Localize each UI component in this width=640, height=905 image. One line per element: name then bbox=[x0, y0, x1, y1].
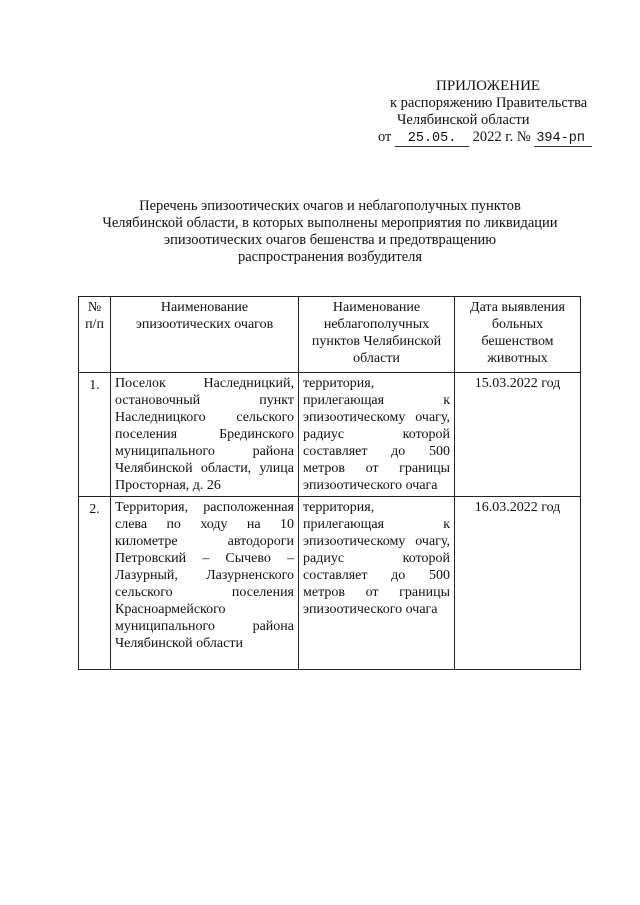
order-number: 394-рп bbox=[534, 131, 592, 147]
heading-line: эпизоотических очагов бешенства и предотвращению bbox=[163, 232, 497, 248]
table-row bbox=[79, 497, 581, 670]
appendix-title: ПРИЛОЖЕНИЕ bbox=[436, 78, 541, 94]
appendix-block bbox=[378, 78, 618, 147]
row-number: 1. bbox=[79, 373, 111, 497]
header-points: Наименование неблагополучных пунктов Челябинской области bbox=[299, 297, 455, 373]
header-date: Дата выявления больных бешенством животных bbox=[455, 297, 581, 373]
row-point: территория, прилегающая к эпизоотическому очагу, радиус которой составляет до 500 метров от границы эпизоотического очага bbox=[299, 373, 455, 497]
row-point: территория, прилегающая к эпизоотическому очагу, радиус которой составляет до 500 метров от границы эпизоотического очага bbox=[299, 497, 455, 670]
header-foci: Наименование эпизоотических очагов bbox=[111, 297, 299, 373]
appendix-date-number-line bbox=[378, 129, 618, 147]
row-date: 16.03.2022 год bbox=[455, 497, 581, 670]
row-number: 2. bbox=[79, 497, 111, 670]
order-date: 25.05. bbox=[395, 131, 469, 147]
foci-table bbox=[78, 296, 581, 670]
table-header-row bbox=[79, 297, 581, 373]
appendix-region-line: Челябинской области bbox=[397, 112, 530, 128]
year-label: 2022 г. № bbox=[472, 129, 531, 145]
from-label: от bbox=[378, 129, 392, 145]
row-date: 15.03.2022 год bbox=[455, 373, 581, 497]
heading-line: Челябинской области, в которых выполнены мероприятия по ликвидации bbox=[102, 215, 558, 231]
row-focus: Поселок Наследницкий, остановочный пункт Наследницкого сельского поселения Брединского муниципального района Челябинской области, улица Просторная, д. 26 bbox=[111, 373, 299, 497]
table-row bbox=[79, 373, 581, 497]
heading-line: распространения возбудителя bbox=[237, 249, 423, 265]
row-focus: Территория, расположенная слева по ходу на 10 километре автодороги Петровский – Сычево – Лазурный, Лазурненского сельского поселения Красноармейского муниципального района Челябинской области bbox=[111, 497, 299, 670]
document-heading bbox=[100, 198, 560, 266]
heading-line: Перечень эпизоотических очагов и неблагополучных пунктов bbox=[139, 198, 521, 214]
header-number: № п/п bbox=[79, 297, 111, 373]
appendix-order-line: к распоряжению Правительства bbox=[390, 95, 588, 111]
